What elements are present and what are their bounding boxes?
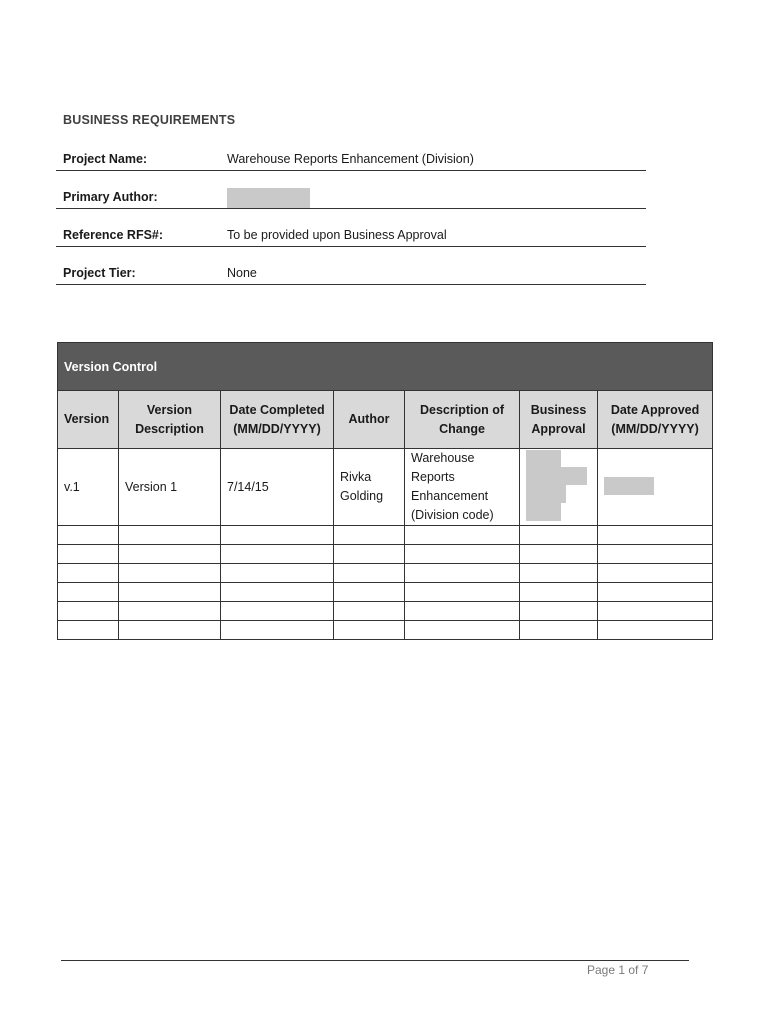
date-approved-redaction — [604, 477, 654, 495]
cell-date-approved — [598, 449, 713, 526]
table-row-empty — [58, 526, 713, 545]
business-approval-redaction-4 — [526, 503, 561, 521]
meta-row-project-tier — [56, 246, 646, 285]
cell-version: v.1 — [58, 449, 119, 526]
version-control-title-row — [58, 343, 713, 391]
header-description-of-change: Description of Change — [405, 391, 520, 449]
table-row-empty — [58, 564, 713, 583]
table-header-row — [58, 391, 713, 449]
business-approval-redaction-2 — [526, 467, 587, 485]
header-business-approval: Business Approval — [520, 391, 598, 449]
cell-author: Rivka Golding — [334, 449, 405, 526]
business-approval-redaction-3 — [526, 485, 566, 503]
reference-rfs-label: Reference RFS#: — [63, 228, 164, 242]
project-name-label: Project Name: — [63, 152, 148, 166]
project-tier-label: Project Tier: — [63, 266, 136, 280]
project-tier-value: None — [227, 266, 257, 280]
table-row-empty — [58, 602, 713, 621]
page-number: Page 1 of 7 — [587, 963, 649, 977]
header-date-approved: Date Approved (MM/DD/YYYY) — [598, 391, 713, 449]
footer-divider — [61, 960, 689, 961]
cell-version-description: Version 1 — [119, 449, 221, 526]
document-heading: BUSINESS REQUIREMENTS — [63, 113, 236, 127]
meta-row-project-name — [56, 132, 646, 171]
version-control-title: Version Control — [58, 343, 713, 391]
table-row-empty — [58, 545, 713, 564]
header-version-description: Version Description — [119, 391, 221, 449]
header-version: Version — [58, 391, 119, 449]
business-approval-redaction-1 — [526, 450, 561, 468]
project-name-value: Warehouse Reports Enhancement (Division) — [227, 152, 474, 166]
table-row-empty — [58, 621, 713, 640]
meta-row-primary-author — [56, 170, 646, 209]
meta-row-reference-rfs — [56, 208, 646, 247]
table-row — [58, 449, 713, 526]
primary-author-redaction — [227, 188, 310, 208]
reference-rfs-value: To be provided upon Business Approval — [227, 228, 447, 242]
cell-description-of-change: Warehouse Reports Enhancement (Division code) — [405, 449, 520, 526]
version-control-table — [57, 342, 713, 640]
header-date-completed: Date Completed (MM/DD/YYYY) — [221, 391, 334, 449]
header-author: Author — [334, 391, 405, 449]
cell-date-completed: 7/14/15 — [221, 449, 334, 526]
primary-author-label: Primary Author: — [63, 190, 158, 204]
cell-business-approval — [520, 449, 598, 526]
table-row-empty — [58, 583, 713, 602]
